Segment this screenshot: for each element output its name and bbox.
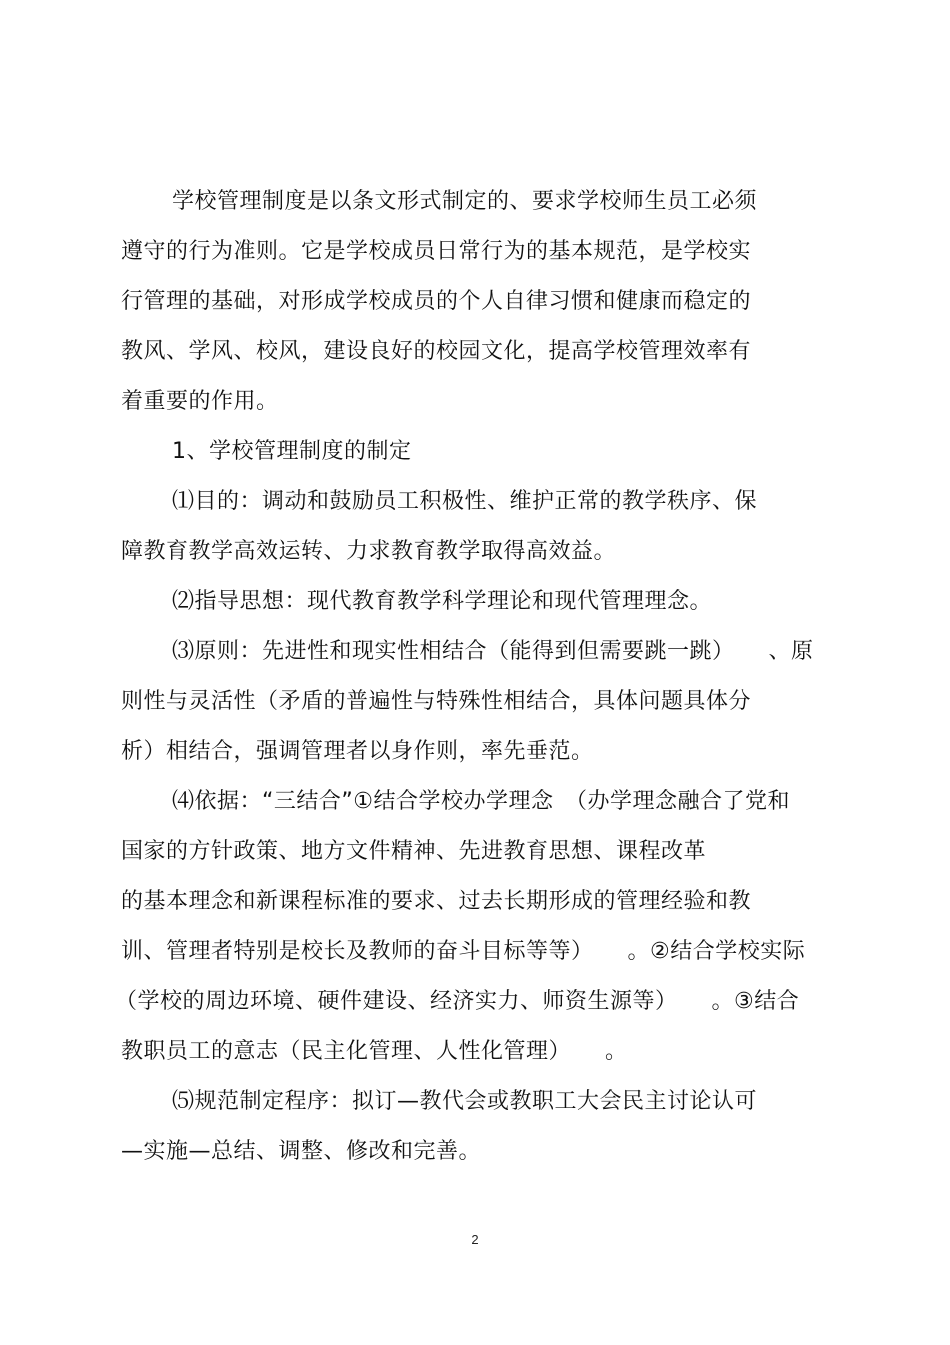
paragraph-line: ⑴目的：调动和鼓励员工积极性、维护正常的教学秩序、保 bbox=[172, 489, 758, 514]
paragraph-line: 障教育教学高效运转、力求教育教学取得高效益。 bbox=[121, 539, 617, 564]
paragraph-line: （学校的周边环境、硬件建设、经济实力、师资生源等） 。③结合 bbox=[115, 989, 800, 1014]
paragraph-line: 则性与灵活性（矛盾的普遍性与特殊性相结合，具体问题具体分 bbox=[121, 689, 752, 714]
paragraph-line: ⑷依据：“三结合”①结合学校办学理念 （办学理念融合了党和 bbox=[172, 789, 791, 814]
paragraph-line: 的基本理念和新课程标准的要求、过去长期形成的管理经验和教 bbox=[121, 889, 752, 914]
page-number: 2 bbox=[471, 1232, 479, 1247]
paragraph-line: ⑸规范制定程序：拟订—教代会或教职工大会民主讨论认可 bbox=[172, 1089, 758, 1114]
paragraph-line: ⑶原则：先进性和现实性相结合（能得到但需要跳一跳） 、原 bbox=[172, 639, 814, 664]
paragraph-line: 训、管理者特别是校长及教师的奋斗目标等等） 。②结合学校实际 bbox=[121, 939, 806, 964]
paragraph-line: 析）相结合，强调管理者以身作则，率先垂范。 bbox=[121, 739, 594, 764]
paragraph-line: 教风、学风、校风，建设良好的校园文化，提高学校管理效率有 bbox=[121, 339, 752, 364]
paragraph-line: 着重要的作用。 bbox=[121, 389, 279, 414]
paragraph-line: 行管理的基础，对形成学校成员的个人自律习惯和健康而稳定的 bbox=[121, 289, 752, 314]
section-heading: 1、学校管理制度的制定 bbox=[172, 439, 412, 464]
paragraph-line: ⑵指导思想：现代教育教学科学理论和现代管理理念。 bbox=[172, 589, 713, 614]
paragraph-line: 学校管理制度是以条文形式制定的、要求学校师生员工必须 bbox=[172, 189, 758, 214]
paragraph-line: —实施—总结、调整、修改和完善。 bbox=[121, 1139, 482, 1164]
paragraph-line: 遵守的行为准则。它是学校成员日常行为的基本规范，是学校实 bbox=[121, 239, 752, 264]
paragraph-line: 教职员工的意志（民主化管理、人性化管理） 。 bbox=[121, 1039, 628, 1064]
paragraph-line: 国家的方针政策、地方文件精神、先进教育思想、课程改革 bbox=[121, 839, 707, 864]
